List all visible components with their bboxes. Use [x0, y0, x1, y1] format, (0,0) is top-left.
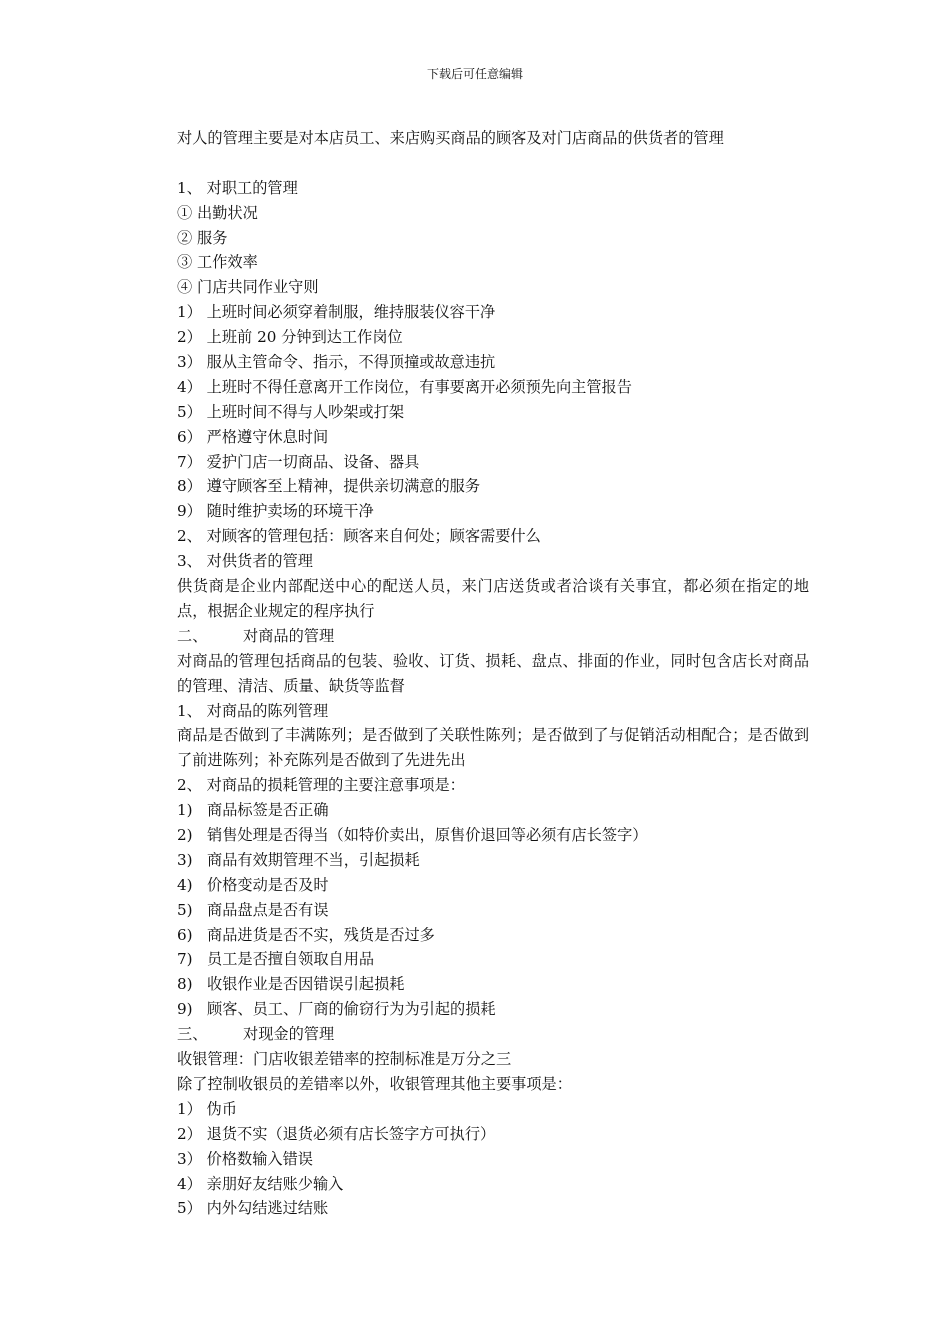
- intro-line: 对人的管理主要是对本店员工、来店购买商品的顾客及对门店商品的供货者的管理: [177, 129, 724, 147]
- item-text: 价格变动是否及时: [207, 875, 329, 894]
- cash-line: 收银管理：门店收银差错率的控制标准是万分之三: [177, 1050, 512, 1069]
- rule-item: 8） 遵守顾客至上精神，提供亲切满意的服务: [177, 477, 481, 496]
- list-item: ① 出勤状况: [177, 203, 258, 222]
- item-number: 8): [177, 975, 193, 994]
- list-item: ② 服务: [177, 228, 228, 247]
- loss-item: [177, 947, 809, 972]
- page-header: 下载后可任意编辑: [426, 67, 523, 81]
- cash-item: 1） 伪币: [177, 1099, 238, 1118]
- item-number: 6): [177, 925, 193, 944]
- cash-item: 2） 退货不实（退货必须有店长签字方可执行）: [177, 1124, 496, 1143]
- item-text: 顾客、员工、厂商的偷窃行为为引起的损耗: [207, 1000, 496, 1019]
- rule-item: 7） 爱护门店一切商品、设备、器具: [177, 452, 420, 471]
- loss-item: [177, 873, 809, 898]
- cash-item: 5） 内外勾结逃过结账: [177, 1199, 329, 1218]
- part-2-label: 二、: [177, 626, 208, 645]
- cash-line: 除了控制收银员的差错率以外，收银管理其他主要事项是：: [177, 1074, 572, 1093]
- rule-item: 1） 上班时间必须穿着制服，维持服装仪容干净: [177, 303, 496, 322]
- cash-item: 3） 价格数输入错误: [177, 1149, 313, 1168]
- item-number: 5): [177, 900, 193, 919]
- section-3-title: 3、 对供货者的管理: [177, 552, 313, 571]
- item-number: 7): [177, 950, 193, 969]
- blank-line: [177, 151, 809, 176]
- cash-item: 4） 亲朋好友结账少输入: [177, 1174, 344, 1193]
- item-text: 员工是否擅自领取自用品: [207, 950, 375, 969]
- display-paragraph: 商品是否做到了丰满陈列；是否做到了关联性陈列；是否做到了与促销活动相配合；是否做到了前进陈列；补充陈列是否做到了先进先出: [177, 726, 809, 770]
- rule-item: 6） 严格遵守休息时间: [177, 427, 329, 446]
- supplier-paragraph: 供货商是企业内部配送中心的配送人员，来门店送货或者洽谈有关事宜，都必须在指定的地点，根据企业规定的程序执行: [177, 577, 809, 620]
- item-number: 3): [177, 850, 193, 869]
- item-number: 2): [177, 826, 193, 845]
- part-2-title: 对商品的管理: [243, 626, 335, 645]
- part-2-heading: [177, 624, 809, 649]
- loss-item: [177, 923, 809, 948]
- document-body: [177, 126, 809, 1221]
- item-number: 1): [177, 801, 193, 820]
- section-2-title: 2、 对顾客的管理包括：顾客来自何处；顾客需要什么: [177, 527, 541, 546]
- part-3-heading: [177, 1022, 809, 1047]
- part-3-label: 三、: [177, 1025, 208, 1044]
- loss-item: [177, 997, 809, 1022]
- list-item: ④ 门店共同作业守则: [177, 278, 319, 297]
- loss-item: [177, 823, 809, 848]
- loss-item: [177, 798, 809, 823]
- goods-paragraph: 对商品的管理包括商品的包装、验收、订货、损耗、盘点、排面的作业，同时包含店长对商品的管理、清洁、质量、缺货等监督: [177, 651, 809, 695]
- rule-item: 9） 随时维护卖场的环境干净: [177, 502, 374, 521]
- item-number: 9): [177, 1000, 193, 1019]
- rule-item: 2） 上班前 20 分钟到达工作岗位: [177, 328, 403, 347]
- loss-title: 2、 对商品的损耗管理的主要注意事项是：: [177, 776, 465, 795]
- item-text: 商品盘点是否有误: [207, 900, 329, 919]
- loss-item: [177, 972, 809, 997]
- rule-item: 3） 服从主管命令、指示，不得顶撞或故意违抗: [177, 353, 496, 372]
- item-text: 商品有效期管理不当，引起损耗: [207, 850, 420, 869]
- loss-item: [177, 898, 809, 923]
- part-3-title: 对现金的管理: [243, 1025, 335, 1044]
- loss-item: [177, 848, 809, 873]
- display-title: 1、 对商品的陈列管理: [177, 701, 329, 720]
- section-1-title: 1、 对职工的管理: [177, 178, 298, 197]
- rule-item: 4） 上班时不得任意离开工作岗位，有事要离开必须预先向主管报告: [177, 377, 632, 396]
- list-item: ③ 工作效率: [177, 253, 258, 272]
- item-number: 4): [177, 875, 193, 894]
- item-text: 收银作业是否因错误引起损耗: [207, 975, 405, 994]
- item-text: 商品标签是否正确: [207, 801, 329, 820]
- item-text: 销售处理是否得当（如特价卖出，原售价退回等必须有店长签字）: [207, 826, 648, 845]
- item-text: 商品进货是否不实，残货是否过多: [207, 925, 435, 944]
- rule-item: 5） 上班时间不得与人吵架或打架: [177, 402, 405, 421]
